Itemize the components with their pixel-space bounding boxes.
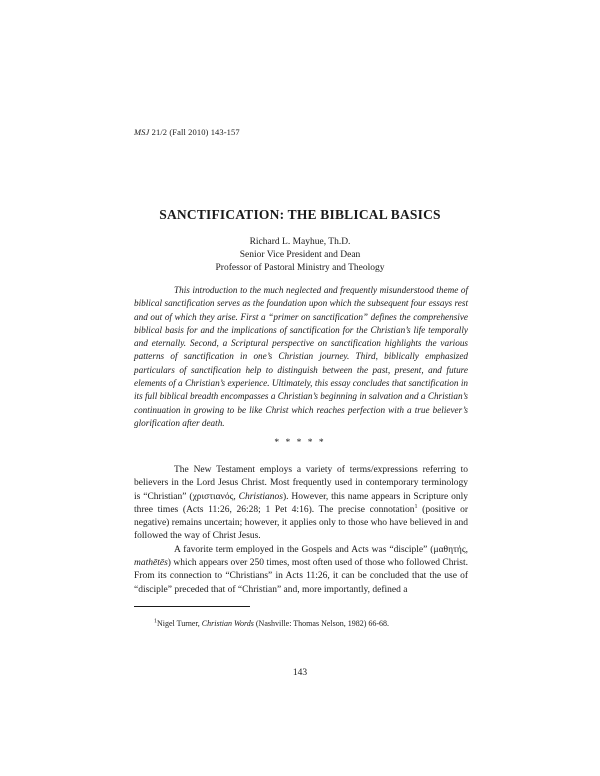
article-title: SANCTIFICATION: THE BIBLICAL BASICS — [159, 207, 441, 222]
footnote-reference[interactable]: 1 — [414, 503, 418, 510]
footnote-number: 1 — [154, 618, 157, 625]
greek-term: χριστιανός — [192, 491, 234, 502]
journal-citation: 21/2 (Fall 2010) 143-157 — [149, 127, 240, 137]
footnote: $^1$Nigel Turner, Christian Words (Nashville: Thomas Nelson, 1982) 66-68. — [154, 618, 390, 628]
section-separator: * * * * * — [274, 438, 326, 448]
transliteration: mathētēs — [134, 558, 168, 569]
journal-header — [134, 127, 240, 137]
footnote-divider — [134, 606, 250, 607]
author-name: Richard L. Mayhue, Th.D. — [249, 237, 351, 247]
author-role-1: Senior Vice President and Dean — [239, 250, 361, 260]
body-paragraph-2: A favorite term employed in the Gospels and Acts was “disciple” (μαθητής, mathētēs) which appears over 250 times, most often used of those who followed Christ. From its connection to “Christians” in Acts 11:26, it can be concluded that the use of “disciple” preceded that of “Christian” and, more importantly, defined a — [134, 544, 468, 595]
page-number: 143 — [292, 668, 308, 678]
author-role-2: Professor of Pastoral Ministry and Theology — [215, 263, 385, 273]
journal-abbrev: MSJ — [134, 127, 150, 137]
abstract: This introduction to the much neglected and frequently misunderstood theme of biblical sanctification serves as the foundation upon which the subsequent four essays rest and out of which they arise. First a “primer on sanctification” defines the comprehensive biblical basis for and the implications of sanctification for the Christian’s life temporally and eternally. Second, a Scriptural perspective on sanctification highlights the various patterns of sanctification in one’s Christian journey. Third, biblically emphasized particulars of sanctification help to distinguish between the past, present, and future elements of a Christian’s experience. Ultimately, this essay concludes that sanctification in its full biblical breadth encompasses a Christian’s beginning in salvation and a Christian’s continuation in growing to be like Christ which reaches perfection with a true believer’s glorification after death. — [134, 285, 468, 428]
author-block — [0, 236, 600, 275]
body-paragraph-1: The New Testament employs a variety of terms/expressions referring to believers in the Lord Jesus Christ. Most frequently used in contemporary terminology is “Christian” (χριστιανός, Christianos). However, this name appears in Scripture only three times (Acts 11:26, 26:28; 1 Pet 4:16). The precise connotation$^1$ (positive or negative) remains uncertain; however, it applies only to those who have believed in and followed the way of Christ Jesus. — [134, 465, 469, 542]
article-body — [134, 464, 468, 597]
transliteration: Christianos — [238, 491, 283, 502]
footnote-book-title: Christian Words — [201, 619, 254, 628]
greek-term: μαθητής — [433, 544, 466, 555]
